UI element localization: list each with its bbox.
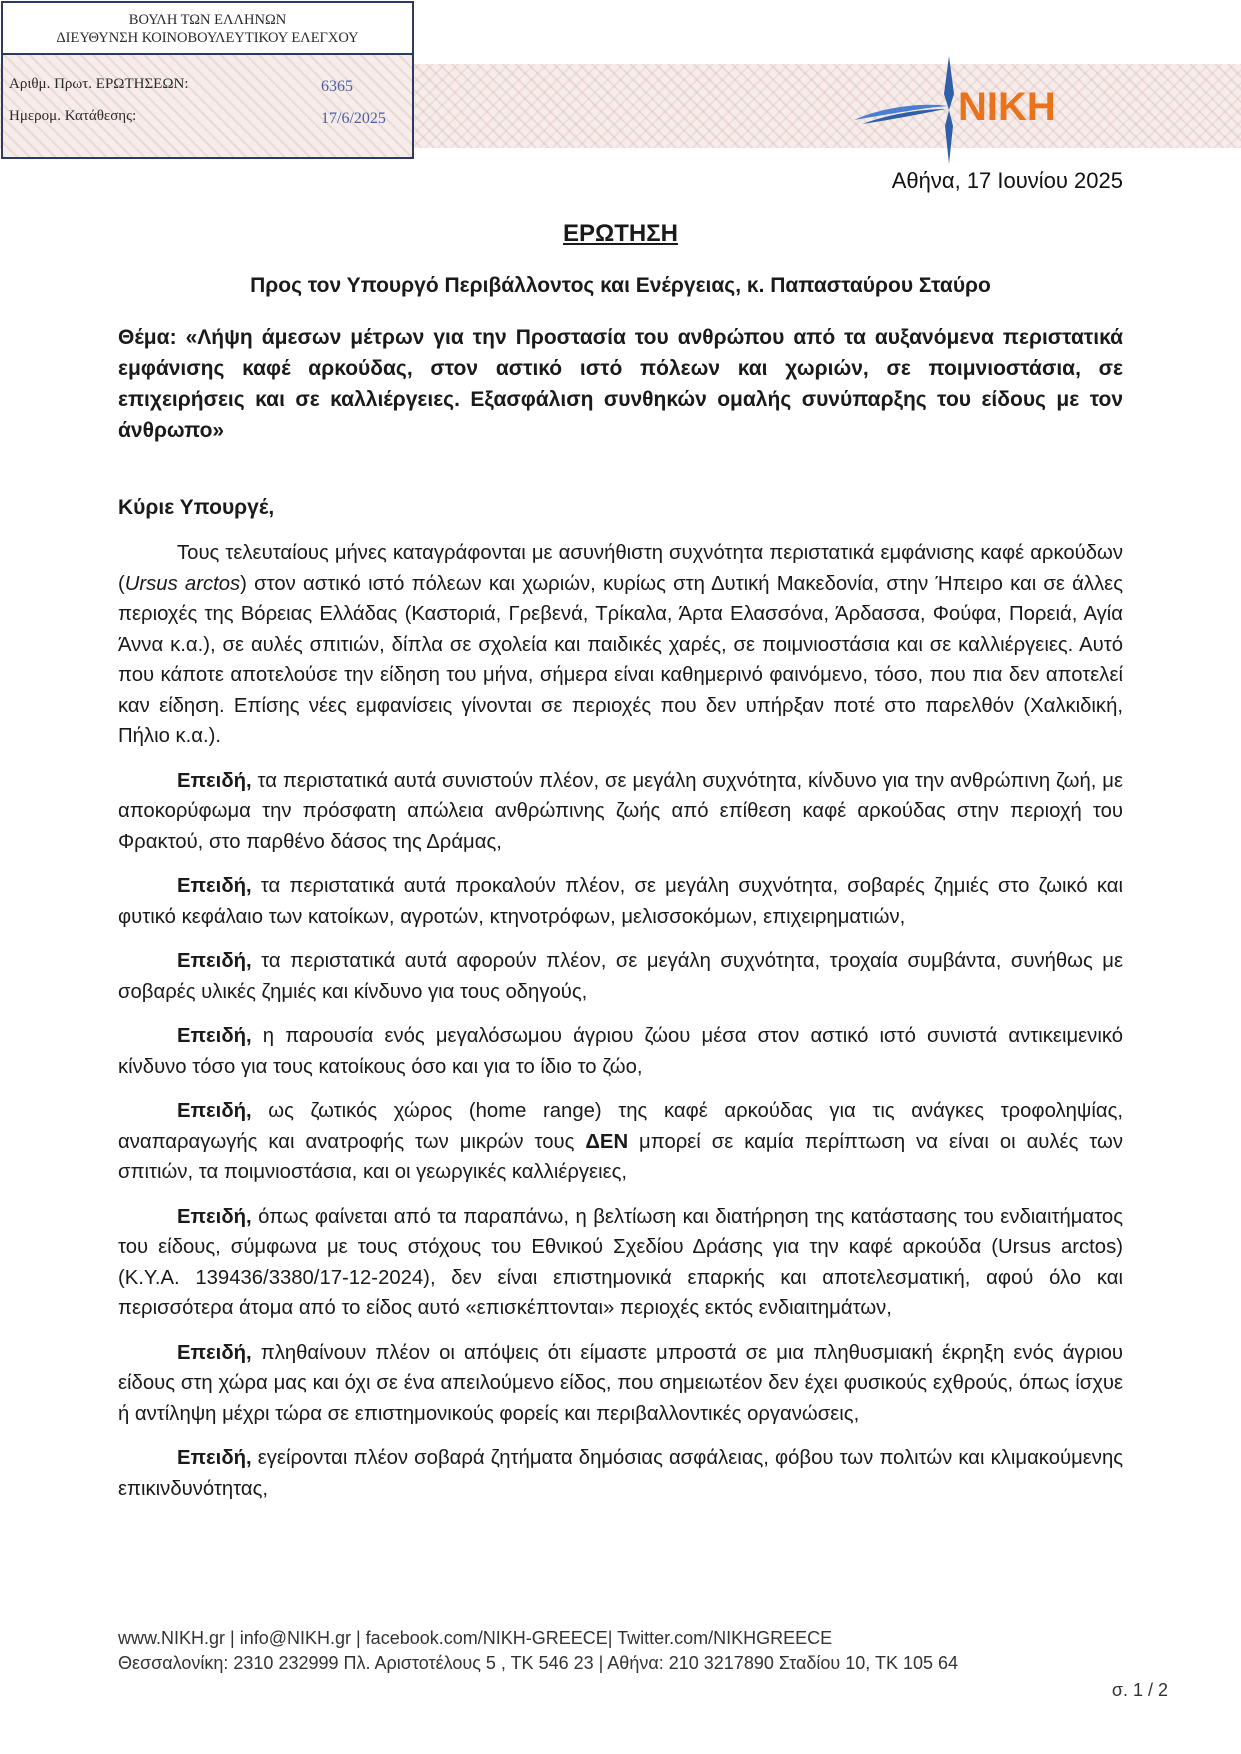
submission-date-label: Ημερομ. Κατάθεσης: xyxy=(9,108,137,124)
stamp-header xyxy=(3,3,412,55)
paragraph-text: τα περιστατικά αυτά συνιστούν πλέον, σε μεγάλη συχνότητα, κίνδυνο για την ανθρώπινη ζωή, με αποκορύφωμα την πρόσφατη απώλεια ανθρώπινης ζωής από επίθεση καφέ αρκούδας στην περιοχή του Φρακτού, στο παρθένο δάσος της Δράμας, xyxy=(118,769,1123,853)
stamp-body xyxy=(3,55,412,157)
protocol-label: Αριθμ. Πρωτ. ΕΡΩΤΗΣΕΩΝ: xyxy=(9,76,189,92)
paragraph-text: ως ζωτικός χώρος (home range) της καφέ αρκούδας για τις ανάγκες τροφοληψίας, αναπαραγωγής και ανατροφής των μικρών τους xyxy=(118,1100,1123,1153)
page-number: σ. 1 / 2 xyxy=(1111,1680,1168,1700)
paragraph-text: μπορεί σε καμία περίπτωση να είναι οι αυλές των σπιτιών, τα ποιμνιοστάσια, και οι γεωργικές καλλιέργειες, xyxy=(118,1130,1123,1183)
paragraph-lead: Επειδή, xyxy=(177,875,252,897)
paragraph-lead: Επειδή, xyxy=(177,1205,252,1228)
intro-paragraph xyxy=(118,538,1123,752)
intro-text-a: Τους τελευταίους μήνες καταγράφονται με ασυνήθιστη συχνότητα περιστατικά εμφάνισης καφέ αρκούδων ( xyxy=(118,542,1123,595)
stamp-org-line2: ΔΙΕΥΘΥΝΣΗ ΚΟΙΝΟΒΟΥΛΕΥΤΙΚΟΥ ΕΛΕΓΧΟΥ xyxy=(56,30,359,46)
paragraph-lead: Επειδή, xyxy=(177,1341,252,1364)
paragraph-6 xyxy=(118,1202,1123,1324)
document-date: Αθήνα, 17 Ιουνίου 2025 xyxy=(891,168,1123,193)
species-name: Ursus arctos xyxy=(124,572,241,595)
paragraph-lead: Επειδή, xyxy=(177,769,252,792)
paragraph-5 xyxy=(118,1096,1123,1188)
parliament-stamp xyxy=(1,1,414,159)
intro-text-b: ) στον αστικό ιστό πόλεων και χωριών, κυρίως στη Δυτική Μακεδονία, στην Ήπειρο και σε άλλες περιοχές της Βόρειας Ελλάδας (Καστοριά, Γρεβενά, Τρίκαλα, Άρτα Ελασσόνα, Άρδασσα, Φούφα, Πορειά, Αγία Άννα κ.α.), σε αυλές σπιτιών, δίπλα σε σχολεία και παιδικές χαρές, σε ποιμνιοστάσια και σε καλλιέργειες. Αυτό που κάποτε αποτελούσε την είδηση του μήνα, σήμερα είναι καθημερινό φαινόμενο, τόσο, που πια δεν αποτελεί καν είδηση. Επίσης νέες εμφανίσεις γίνονται σε περιοχές που δεν υπήρξαν ποτέ στο παρελθόν (Χαλκιδική, Πήλιο κ.α.). xyxy=(118,572,1123,747)
paragraph-2 xyxy=(118,871,1123,932)
paragraph-lead: Επειδή, xyxy=(177,1447,252,1469)
document-title: ΕΡΩΤΗΣΗ xyxy=(563,220,678,247)
paragraph-text: πληθαίνουν πλέον οι απόψεις ότι είμαστε μπροστά σε μια πληθυσμιακή έκρηξη ενός άγριου είδους στη χώρα μας και όχι σε ένα απειλούμενο είδος, που σημειωτέον δεν έχει φυσικούς εχθρούς, όπως ίσχυε ή αντίληψη μέχρι τώρα σε επιστημονικούς φορείς και περιβαλλοντικές οργανώσεις, xyxy=(118,1341,1123,1425)
nikh-logo xyxy=(850,54,1090,166)
paragraph-1 xyxy=(118,766,1123,858)
recipient-line: Προς τον Υπουργό Περιβάλλοντος και Ενέργειας, κ. Παπασταύρου Σταύρο xyxy=(250,274,991,297)
emphasis-den: ΔΕΝ xyxy=(585,1130,629,1153)
paragraph-4 xyxy=(118,1021,1123,1082)
paragraph-8 xyxy=(118,1443,1123,1504)
document-body xyxy=(118,538,1123,1518)
paragraph-7 xyxy=(118,1338,1123,1430)
paragraph-text: η παρουσία ενός μεγαλόσωμου άγριου ζώου μέσα στον αστικό ιστό συνιστά αντικειμενικό κίνδυνο τόσο για τους κατοίκους όσο και για το ίδιο το ζώο, xyxy=(118,1025,1123,1078)
logo-vertical-spike xyxy=(944,56,954,110)
footer-contact-links: www.NIKH.gr | info@NIKH.gr | facebook.com/NIKH-GREECE| Twitter.com/NIKHGREECE xyxy=(118,1628,833,1648)
footer-addresses: Θεσσαλονίκη: 2310 232999 Πλ. Αριστοτέλους 5 , ΤΚ 546 23 | Αθήνα: 210 3217890 Σταδίου 10, ΤΚ 105 64 xyxy=(118,1653,959,1673)
paragraph-text: τα περιστατικά αυτά αφορούν πλέον, σε μεγάλη συχνότητα, τροχαία συμβάντα, συνήθως με σοβαρές υλικές ζημιές και κίνδυνο για τους οδηγούς, xyxy=(118,950,1123,1003)
salutation: Κύριε Υπουργέ, xyxy=(118,496,275,519)
paragraph-lead: Επειδή, xyxy=(177,1100,252,1122)
paragraph-text: εγείρονται πλέον σοβαρά ζητήματα δημόσιας ασφάλειας, φόβου των πολιτών και κλιμακούμενης επικινδυνότητας, xyxy=(118,1447,1123,1500)
paragraph-3 xyxy=(118,946,1123,1007)
paragraph-lead: Επειδή, xyxy=(177,950,252,972)
protocol-value: 6365 xyxy=(321,78,353,95)
paragraph-text: όπως φαίνεται από τα παραπάνω, η βελτίωση και διατήρηση της κατάστασης του ενδιαιτήματος του είδους, σύμφωνα με τους στόχους του Εθνικού Σχεδίου Δράσης για την καφέ αρκούδα (Ursus arctos) (Κ.Υ.Α. 139436/3380/17-12-2024), δεν είναι επιστημονικά επαρκής και αποτελεσματική, αφού όλο και περισσότερα άτομα από το είδος αυτό «επισκέπτονται» περιοχές εκτός ενδιαιτημάτων, xyxy=(118,1205,1123,1319)
paragraph-lead: Επειδή, xyxy=(177,1025,252,1047)
logo-text: NIKH xyxy=(958,85,1056,129)
logo-vertical-spike-lower xyxy=(945,110,953,164)
footer xyxy=(118,1626,958,1676)
stamp-org-line1: ΒΟΥΛΗ ΤΩΝ ΕΛΛΗΝΩΝ xyxy=(128,12,287,28)
submission-date-value: 17/6/2025 xyxy=(321,110,386,127)
paragraph-text: τα περιστατικά αυτά προκαλούν πλέον, σε μεγάλη συχνότητα, σοβαρές ζημιές στο ζωικό και φυτικό κεφάλαιο των κατοίκων, αγροτών, κτηνοτρόφων, μελισσοκόμων, επιχειρηματιών, xyxy=(118,875,1123,928)
subject-line: Θέμα: «Λήψη άμεσων μέτρων για την Προστασία του ανθρώπου από τα αυξανόμενα περιστατικά εμφάνισης καφέ αρκούδας, στον αστικό ιστό πόλεων και χωριών, σε ποιμνιοστάσια, σε επιχειρήσεις και σε καλλιέργειες. Εξασφάλιση συνθηκών ομαλής συνύπαρξης του είδους με τον άνθρωπο» xyxy=(118,326,1123,442)
logo-swoosh xyxy=(854,105,948,120)
